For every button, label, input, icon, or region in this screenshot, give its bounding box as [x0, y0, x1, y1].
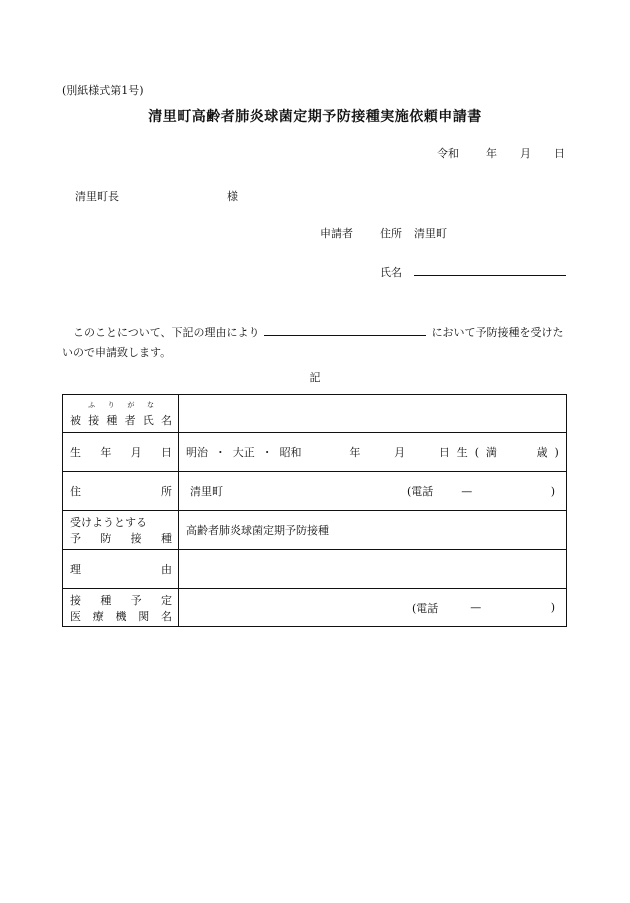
name-value-field[interactable]: [179, 395, 567, 433]
label-char: 由: [161, 563, 172, 576]
label-char: 防: [100, 532, 112, 545]
clinic-value: [186, 600, 559, 616]
label-char: 接: [130, 532, 142, 545]
phone-label: (電話: [407, 485, 434, 498]
clinic-label-line2: [70, 608, 172, 624]
address-value: [186, 483, 559, 499]
applicant-name-label: 氏名: [380, 266, 402, 279]
vaccine-value: 高齢者肺炎球菌定期予防接種: [186, 524, 329, 537]
furigana-char: が: [127, 400, 135, 409]
addressee-name: 清里町長: [75, 190, 119, 203]
date-month: 月: [520, 147, 531, 160]
label-char: 予: [70, 532, 81, 545]
label-char: 種: [160, 532, 172, 545]
furigana-char: り: [107, 400, 115, 409]
dob-value-field[interactable]: [179, 433, 567, 472]
furigana-char: ふ: [88, 400, 95, 409]
address-value-field[interactable]: [179, 472, 567, 511]
label-char: 種: [100, 593, 112, 607]
dob-day: 日: [438, 446, 450, 459]
paren-close: ): [554, 445, 559, 459]
separator-dot: ・: [261, 446, 273, 459]
phone-label: (電話: [412, 601, 439, 615]
age-sai: 歳: [536, 446, 548, 459]
table-row: [63, 395, 567, 433]
paren-close: ): [550, 484, 555, 498]
ki-heading: 記: [309, 371, 321, 384]
label-char: 機: [115, 609, 127, 623]
reason-blank-field[interactable]: [264, 324, 426, 336]
body-paragraph: [62, 323, 572, 363]
applicant-name-field[interactable]: [414, 275, 566, 276]
label-char: 所: [161, 485, 172, 498]
vaccine-label-cell: [63, 511, 179, 550]
date-era: 令和: [437, 147, 459, 160]
table-row: [63, 550, 567, 589]
furigana-label: [70, 400, 172, 412]
era-meiji: 明治: [186, 446, 208, 459]
label-char: 定: [160, 593, 172, 607]
label-char: 接: [70, 593, 81, 607]
label-char: 接: [88, 413, 100, 427]
phone-dash: —: [470, 601, 482, 614]
label-char: 氏: [142, 413, 154, 427]
reason-label-cell: [63, 550, 179, 589]
application-table: [62, 394, 567, 627]
address-town: 清里町: [190, 485, 223, 498]
label-char: 医: [70, 609, 81, 623]
label-char: 者: [124, 413, 136, 427]
table-row: [63, 433, 567, 472]
page-title: 清里町高齢者肺炎球菌定期予防接種実施依頼申請書: [148, 109, 482, 125]
table-row: [63, 472, 567, 511]
label-char: 月: [130, 446, 142, 459]
label-char: 生: [70, 446, 81, 459]
table-row: [63, 589, 567, 627]
name-label: [70, 412, 172, 428]
dob-value: [186, 444, 559, 460]
date-day: 日: [554, 147, 565, 160]
clinic-label-line1: [70, 592, 172, 608]
label-char: 住: [70, 485, 81, 498]
reason-label: [70, 561, 172, 577]
era-taisho: 大正: [232, 446, 255, 459]
label-char: 療: [92, 609, 104, 623]
label-char: 名: [161, 609, 172, 623]
label-char: 関: [138, 609, 150, 623]
label-char: 種: [106, 413, 118, 427]
vaccine-label-line1: 受けようとする: [70, 516, 147, 529]
form-number: (別紙様式第1号): [62, 84, 144, 97]
table-row: [63, 511, 567, 550]
clinic-label-cell: [63, 589, 179, 627]
dob-sei: 生: [456, 446, 468, 459]
applicant-address-value: 清里町: [414, 227, 447, 240]
dob-year: 年: [349, 446, 361, 459]
vaccine-label-line2: [70, 530, 172, 546]
label-char: 予: [130, 593, 142, 607]
label-char: 理: [70, 563, 81, 576]
name-label-cell: [63, 395, 179, 433]
address-label-cell: [63, 472, 179, 511]
age-man: 満: [485, 446, 497, 459]
body-text-before: このことについて、下記の理由により: [73, 326, 260, 339]
applicant-address-label: 住所: [380, 227, 402, 240]
label-char: 被: [70, 413, 81, 427]
body-text-after: において予防接種を受けたいので申請致します。: [62, 326, 564, 359]
dob-month: 月: [394, 446, 406, 459]
dob-label: [70, 444, 172, 460]
era-showa: 昭和: [279, 446, 302, 459]
address-label: [70, 483, 172, 499]
phone-dash: —: [461, 484, 473, 498]
vaccine-value-field[interactable]: [179, 511, 567, 550]
paren-open: (: [474, 445, 479, 459]
applicant-label: 申請者: [320, 227, 353, 240]
label-char: 年: [100, 446, 112, 459]
addressee-honorific: 様: [227, 190, 238, 203]
clinic-value-field[interactable]: [179, 589, 567, 627]
date-year: 年: [486, 147, 497, 160]
reason-value-field[interactable]: [179, 550, 567, 589]
furigana-char: な: [146, 400, 154, 409]
paren-close: ): [550, 601, 555, 614]
separator-dot: ・: [214, 446, 226, 459]
dob-label-cell: [63, 433, 179, 472]
label-char: 名: [160, 413, 172, 427]
label-char: 日: [160, 446, 172, 459]
